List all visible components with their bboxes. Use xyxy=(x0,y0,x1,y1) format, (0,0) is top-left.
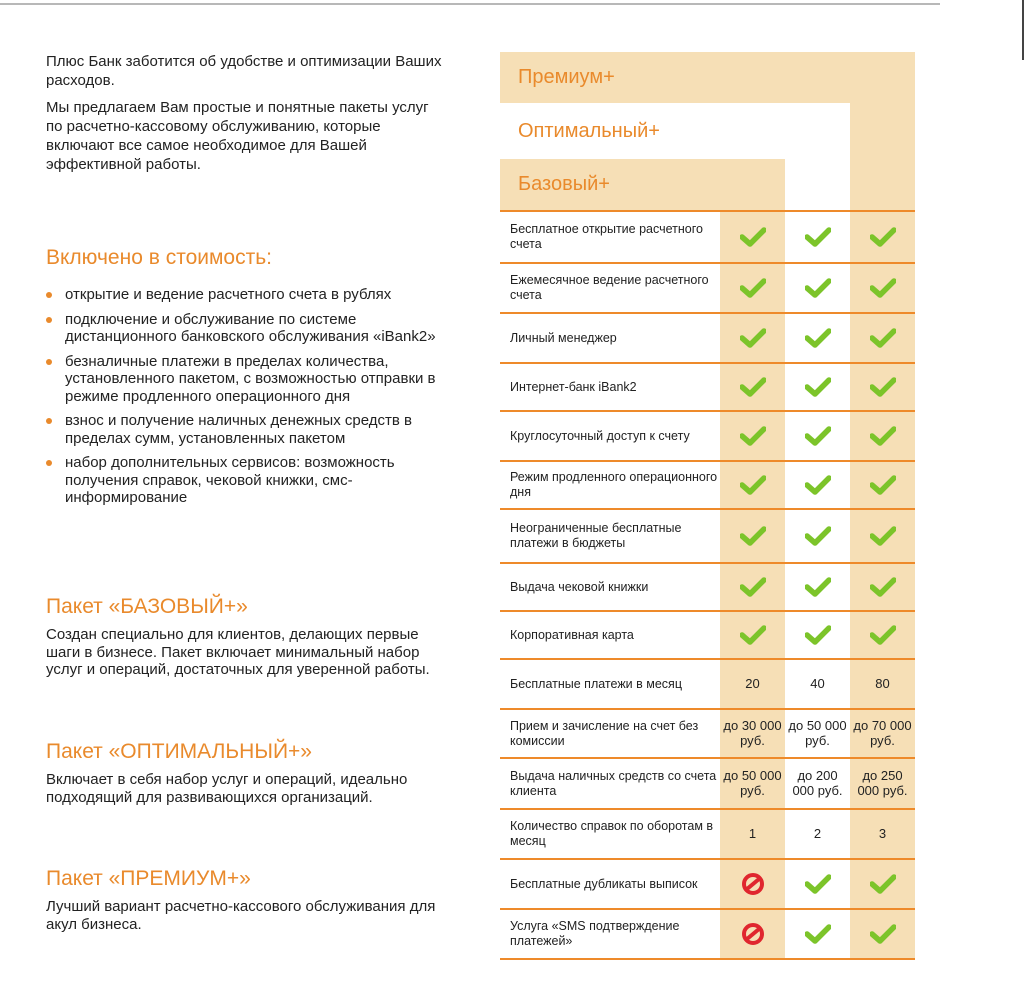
included-item xyxy=(46,286,446,304)
comparison-table xyxy=(500,52,915,962)
header-premium-band-2 xyxy=(850,159,915,210)
table-row xyxy=(500,312,915,362)
top-rule xyxy=(0,3,940,5)
row-label: Круглосуточный доступ к счету xyxy=(510,428,690,443)
included-item-text: безналичные платежи в пределах количества, установленного пакетом, с возможностью отправки в режиме продленного операционного дня xyxy=(65,352,436,405)
table-body xyxy=(500,210,915,960)
intro-paragraph-1: Плюс Банк заботится об удобстве и оптимизации Ваших расходов. xyxy=(46,53,442,89)
table-row xyxy=(500,362,915,410)
package-optimal-text: Включает в себя набор услуг и операций, идеально подходящий для развивающихся организаций. xyxy=(46,771,408,806)
package-base-title: Пакет «БАЗОВЫЙ+» xyxy=(46,595,248,618)
header-premium-band xyxy=(850,103,915,159)
check-icon xyxy=(785,612,850,658)
row-value: 3 xyxy=(878,825,887,841)
check-icon xyxy=(785,264,850,312)
included-item xyxy=(46,353,446,406)
package-base xyxy=(46,594,446,679)
check-icon xyxy=(850,910,915,958)
check-icon xyxy=(850,612,915,658)
check-icon xyxy=(785,212,850,262)
row-value: до 50 000 руб. xyxy=(723,768,782,798)
row-label: Выдача чековой книжки xyxy=(510,579,649,594)
row-label: Режим продленного операционного дня xyxy=(510,470,718,499)
row-label: Бесплатные платежи в месяц xyxy=(510,676,682,691)
row-label: Количество справок по оборотам в месяц xyxy=(510,819,714,848)
table-row xyxy=(500,708,915,757)
check-icon xyxy=(850,264,915,312)
check-icon xyxy=(850,564,915,610)
included-title: Включено в стоимость: xyxy=(46,246,272,269)
table-row xyxy=(500,460,915,508)
included-item xyxy=(46,311,446,346)
check-icon xyxy=(720,564,785,610)
check-icon xyxy=(720,264,785,312)
check-icon xyxy=(850,510,915,562)
row-value: до 250 000 руб. xyxy=(857,768,908,798)
included-item-text: взнос и получение наличных денежных средств в пределах сумм, установленных пакетом xyxy=(65,412,412,447)
table-row xyxy=(500,908,915,960)
row-label: Интернет-банк iBank2 xyxy=(510,379,637,394)
bullet-dot-icon xyxy=(46,317,52,323)
header-base: Базовый+ xyxy=(500,159,785,210)
table-row xyxy=(500,562,915,610)
row-value: 80 xyxy=(875,675,890,691)
row-label: Прием и зачисление на счет без комиссии xyxy=(510,718,699,748)
check-icon xyxy=(720,314,785,362)
row-label: Корпоративная карта xyxy=(510,627,634,642)
bullet-dot-icon xyxy=(46,292,52,298)
header-premium: Премиум+ xyxy=(500,52,915,103)
row-value: до 200 000 руб. xyxy=(792,768,843,798)
not-included-icon xyxy=(720,860,785,908)
row-value: 20 xyxy=(745,675,760,691)
bullet-dot-icon xyxy=(46,359,52,365)
included-item xyxy=(46,454,446,507)
row-label: Бесплатное открытие расчетного счета xyxy=(510,222,703,251)
not-included-icon xyxy=(720,910,785,958)
table-row xyxy=(500,757,915,808)
check-icon xyxy=(720,510,785,562)
row-value: 2 xyxy=(813,825,822,841)
included-item-text: открытие и ведение расчетного счета в рублях xyxy=(65,286,392,303)
header-optimal-band xyxy=(785,159,850,210)
check-icon xyxy=(785,860,850,908)
check-icon xyxy=(785,412,850,460)
table-row xyxy=(500,508,915,562)
row-label: Услуга «SMS подтверждение платежей» xyxy=(510,919,680,948)
table-row xyxy=(500,262,915,312)
header-optimal: Оптимальный+ xyxy=(500,103,850,159)
row-value: 1 xyxy=(748,825,757,841)
check-icon xyxy=(720,212,785,262)
package-optimal-title: Пакет «ОПТИМАЛЬНЫЙ+» xyxy=(46,740,312,763)
bullet-dot-icon xyxy=(46,418,52,424)
check-icon xyxy=(785,462,850,508)
check-icon xyxy=(850,412,915,460)
table-row xyxy=(500,658,915,708)
row-label: Выдача наличных средств со счета клиента xyxy=(510,768,717,798)
table-row xyxy=(500,610,915,658)
check-icon xyxy=(785,314,850,362)
table-row xyxy=(500,808,915,858)
package-optimal xyxy=(46,739,446,806)
table-row xyxy=(500,410,915,460)
check-icon xyxy=(850,212,915,262)
check-icon xyxy=(720,412,785,460)
row-value: 40 xyxy=(810,675,825,691)
package-base-text: Создан специально для клиентов, делающих первые шаги в бизнесе. Пакет включает минимальный набор услуг и операций, достаточных для уверенной работы. xyxy=(46,626,430,678)
row-value: до 30 000 руб. xyxy=(723,718,782,748)
row-value: до 50 000 руб. xyxy=(788,718,847,748)
included-item-text: подключение и обслуживание по системе дистанционного банковского обслуживания «iBank2» xyxy=(65,310,436,345)
package-premium xyxy=(46,866,446,933)
intro xyxy=(46,52,446,182)
row-label: Бесплатные дубликаты выписок xyxy=(510,876,698,891)
included-item xyxy=(46,412,446,447)
row-label: Личный менеджер xyxy=(510,330,617,345)
package-premium-title: Пакет «ПРЕМИУМ+» xyxy=(46,867,251,890)
package-premium-text: Лучший вариант расчетно-кассового обслуживания для акул бизнеса. xyxy=(46,898,436,933)
check-icon xyxy=(850,364,915,410)
table-row xyxy=(500,858,915,908)
included-item-text: набор дополнительных сервисов: возможность получения справок, чековой книжки, смс-информирование xyxy=(65,454,395,506)
check-icon xyxy=(720,462,785,508)
check-icon xyxy=(785,564,850,610)
check-icon xyxy=(720,612,785,658)
bullet-dot-icon xyxy=(46,460,52,466)
check-icon xyxy=(850,462,915,508)
row-label: Неограниченные бесплатные платежи в бюджеты xyxy=(510,521,682,550)
check-icon xyxy=(785,910,850,958)
check-icon xyxy=(785,364,850,410)
included-list xyxy=(46,286,446,514)
row-label: Ежемесячное ведение расчетного счета xyxy=(510,273,709,302)
row-value: до 70 000 руб. xyxy=(853,718,912,748)
check-icon xyxy=(850,860,915,908)
check-icon xyxy=(785,510,850,562)
intro-paragraph-2: Мы предлагаем Вам простые и понятные пакеты услуг по расчетно-кассовому обслуживанию, которые включают все самое необходимое для Вашей эффективной работы. xyxy=(46,99,429,173)
check-icon xyxy=(720,364,785,410)
check-icon xyxy=(850,314,915,362)
table-row xyxy=(500,210,915,262)
